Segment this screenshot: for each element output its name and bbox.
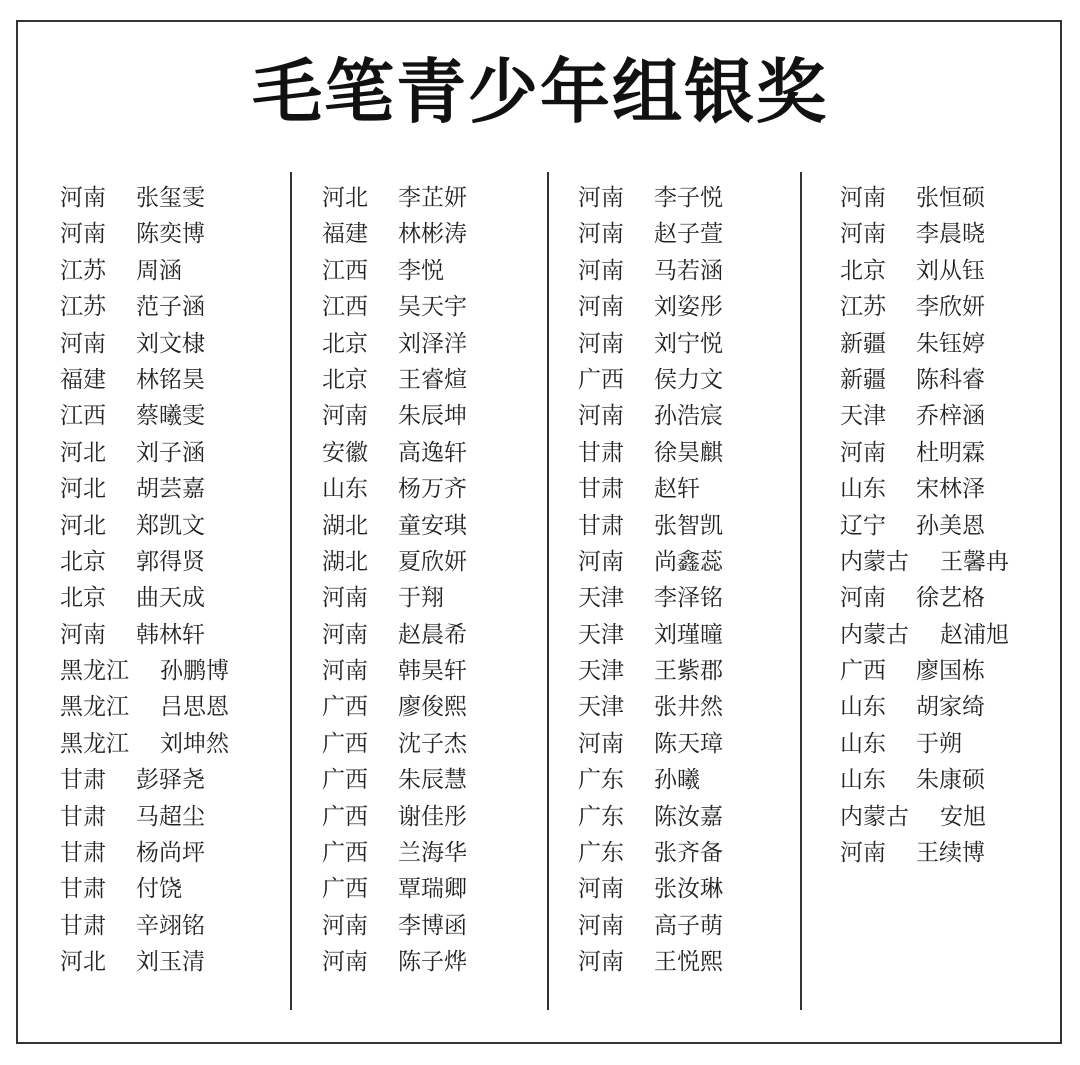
winner-name: 杨万齐	[398, 476, 467, 503]
winner-name: 童安琪	[398, 512, 467, 539]
winner-province: 江苏	[60, 257, 106, 284]
winner-entry	[578, 398, 723, 434]
winner-province: 河南	[578, 912, 624, 939]
winner-entry	[60, 762, 229, 798]
winner-province: 河南	[60, 221, 106, 248]
winner-province: 河南	[840, 185, 886, 211]
winner-name: 蔡曦雯	[136, 403, 205, 430]
winner-entry	[60, 435, 229, 471]
winner-entry	[578, 653, 723, 689]
winner-entry	[578, 944, 723, 980]
winner-entry	[60, 398, 229, 434]
winner-entry	[840, 726, 1009, 762]
winner-entry	[578, 362, 723, 398]
winner-entry	[322, 762, 467, 798]
winner-province: 内蒙古	[840, 803, 909, 830]
winner-name: 韩昊轩	[398, 658, 467, 685]
winner-province: 黑龙江	[60, 658, 129, 685]
winner-name: 李芷妍	[398, 185, 467, 211]
winner-name: 刘瑾曈	[654, 621, 723, 648]
winner-province: 江西	[322, 294, 368, 321]
winner-province: 广东	[578, 840, 624, 867]
winner-name: 侯力文	[654, 366, 723, 393]
winner-name: 马若涵	[654, 257, 723, 284]
winner-name: 尚鑫蕊	[654, 548, 723, 575]
winner-entry	[578, 435, 723, 471]
winner-entry	[60, 362, 229, 398]
winner-name: 吕思恩	[160, 694, 229, 721]
winner-province: 河南	[322, 621, 368, 648]
winner-province: 河南	[578, 548, 624, 575]
winner-entry	[322, 253, 467, 289]
winner-province: 天津	[578, 585, 624, 612]
winner-province: 天津	[840, 403, 886, 430]
winner-entry	[60, 908, 229, 944]
winner-province: 甘肃	[60, 876, 106, 903]
page-title: 毛笔青少年组银奖	[252, 51, 828, 133]
winner-name: 赵浦旭	[940, 621, 1009, 648]
winner-entry	[578, 689, 723, 725]
winner-entry	[840, 799, 1009, 835]
winner-name: 孙曦	[654, 767, 700, 794]
winner-name: 乔梓涵	[916, 403, 985, 430]
winner-name: 孙浩宸	[654, 403, 723, 430]
winner-entry	[578, 726, 723, 762]
winner-entry	[840, 398, 1009, 434]
winner-province: 河南	[578, 730, 624, 757]
winner-province: 河南	[60, 621, 106, 648]
winner-entry	[578, 180, 723, 216]
column-divider	[290, 172, 292, 1010]
winner-entry	[322, 617, 467, 653]
winner-province: 河南	[578, 330, 624, 357]
winner-province: 辽宁	[840, 512, 886, 539]
award-list-column-3	[578, 180, 723, 981]
winner-name: 辛翊铭	[136, 912, 205, 939]
winner-name: 朱辰慧	[398, 767, 467, 794]
winner-entry	[322, 689, 467, 725]
winner-name: 刘宁悦	[654, 330, 723, 357]
winner-entry	[578, 253, 723, 289]
winner-name: 覃瑞卿	[398, 876, 467, 903]
winner-name: 朱钰婷	[916, 330, 985, 357]
winner-name: 于朔	[916, 730, 962, 757]
winner-name: 徐艺格	[916, 585, 985, 612]
winner-province: 广西	[578, 366, 624, 393]
winner-province: 广西	[322, 876, 368, 903]
winner-name: 陈子烨	[398, 949, 467, 976]
winner-province: 湖北	[322, 548, 368, 575]
winner-entry	[840, 216, 1009, 252]
winner-province: 河南	[578, 294, 624, 321]
winner-province: 甘肃	[578, 476, 624, 503]
winner-name: 赵晨希	[398, 621, 467, 648]
winner-entry	[578, 508, 723, 544]
winner-entry	[60, 471, 229, 507]
winner-entry	[322, 835, 467, 871]
winner-entry	[578, 544, 723, 580]
winner-province: 江西	[60, 403, 106, 430]
winner-name: 王续博	[916, 840, 985, 867]
winner-province: 甘肃	[60, 840, 106, 867]
winner-entry	[840, 653, 1009, 689]
winner-province: 河南	[322, 658, 368, 685]
winner-province: 河南	[322, 912, 368, 939]
winner-entry	[60, 253, 229, 289]
winner-name: 张汝琳	[654, 876, 723, 903]
winner-entry	[578, 908, 723, 944]
winner-name: 张井然	[654, 694, 723, 721]
winner-province: 河南	[322, 403, 368, 430]
winner-name: 王睿煊	[398, 366, 467, 393]
winner-entry	[578, 871, 723, 907]
winner-entry	[840, 835, 1009, 871]
winner-name: 廖俊熙	[398, 694, 467, 721]
winner-province: 广西	[840, 658, 886, 685]
winner-name: 李欣妍	[916, 294, 985, 321]
winner-province: 河南	[578, 221, 624, 248]
winner-name: 付饶	[136, 876, 182, 903]
winner-province: 甘肃	[60, 767, 106, 794]
winner-entry	[578, 580, 723, 616]
winner-province: 河北	[60, 512, 106, 539]
winner-province: 河北	[322, 185, 368, 211]
winner-entry	[60, 799, 229, 835]
winner-name: 夏欣妍	[398, 548, 467, 575]
winner-name: 宋林泽	[916, 476, 985, 503]
winner-entry	[840, 435, 1009, 471]
winner-entry	[840, 580, 1009, 616]
winner-province: 河南	[578, 185, 624, 211]
winner-province: 广东	[578, 803, 624, 830]
winner-name: 林铭昊	[136, 366, 205, 393]
winner-province: 河南	[322, 585, 368, 612]
winner-province: 河南	[578, 949, 624, 976]
winner-name: 林彬涛	[398, 221, 467, 248]
winner-entry	[60, 835, 229, 871]
winner-province: 河南	[840, 221, 886, 248]
winner-entry	[840, 689, 1009, 725]
winner-province: 福建	[60, 366, 106, 393]
winner-province: 黑龙江	[60, 694, 129, 721]
winner-province: 山东	[322, 476, 368, 503]
winner-province: 河南	[60, 185, 106, 211]
winner-entry	[322, 398, 467, 434]
winner-name: 张恒硕	[916, 185, 985, 211]
winner-entry	[578, 216, 723, 252]
winner-province: 山东	[840, 694, 886, 721]
winner-entry	[60, 326, 229, 362]
winner-name: 廖国栋	[916, 658, 985, 685]
winner-entry	[322, 580, 467, 616]
winner-name: 杜明霖	[916, 439, 985, 466]
winner-province: 福建	[322, 221, 368, 248]
winner-name: 张智凯	[654, 512, 723, 539]
winner-name: 刘从钰	[916, 257, 985, 284]
winner-entry	[60, 216, 229, 252]
winner-entry	[840, 471, 1009, 507]
column-divider	[547, 172, 549, 1010]
winner-name: 杨尚坪	[136, 840, 205, 867]
winner-province: 北京	[840, 257, 886, 284]
winner-name: 韩林轩	[136, 621, 205, 648]
winner-province: 湖北	[322, 512, 368, 539]
winner-province: 山东	[840, 767, 886, 794]
winner-name: 兰海华	[398, 840, 467, 867]
winner-entry	[60, 653, 229, 689]
winner-name: 孙美恩	[916, 512, 985, 539]
winner-province: 河南	[840, 585, 886, 612]
winner-province: 内蒙古	[840, 548, 909, 575]
winner-province: 广西	[322, 730, 368, 757]
winner-province: 广西	[322, 803, 368, 830]
winner-name: 孙鹏博	[160, 658, 229, 685]
winner-entry	[578, 835, 723, 871]
winner-name: 马超尘	[136, 803, 205, 830]
winner-name: 李博函	[398, 912, 467, 939]
winner-province: 安徽	[322, 439, 368, 466]
winner-entry	[578, 617, 723, 653]
winner-entry	[322, 653, 467, 689]
winner-province: 甘肃	[60, 803, 106, 830]
winner-entry	[60, 689, 229, 725]
winner-province: 天津	[578, 658, 624, 685]
winner-entry	[60, 617, 229, 653]
winner-province: 广西	[322, 840, 368, 867]
winner-name: 刘泽洋	[398, 330, 467, 357]
winner-name: 李泽铭	[654, 585, 723, 612]
winner-province: 江苏	[60, 294, 106, 321]
winner-name: 郑凯文	[136, 512, 205, 539]
winner-entry	[322, 944, 467, 980]
winner-name: 张玺雯	[136, 185, 205, 211]
winner-name: 安旭	[940, 803, 986, 830]
winner-entry	[840, 544, 1009, 580]
winner-entry	[840, 762, 1009, 798]
winner-entry	[578, 289, 723, 325]
winner-name: 李子悦	[654, 185, 723, 211]
winner-province: 河南	[578, 257, 624, 284]
winner-entry	[322, 362, 467, 398]
winner-province: 天津	[578, 621, 624, 648]
column-divider	[800, 172, 802, 1010]
winner-name: 赵轩	[654, 476, 700, 503]
winner-province: 北京	[60, 585, 106, 612]
winner-name: 范子涵	[136, 294, 205, 321]
winner-entry	[578, 326, 723, 362]
winner-province: 山东	[840, 730, 886, 757]
winner-entry	[60, 726, 229, 762]
winner-name: 沈子杰	[398, 730, 467, 757]
winner-name: 高子萌	[654, 912, 723, 939]
winner-province: 河南	[60, 330, 106, 357]
winner-entry	[322, 871, 467, 907]
winner-name: 郭得贤	[136, 548, 205, 575]
winner-entry	[322, 799, 467, 835]
winner-entry	[60, 180, 229, 216]
winner-name: 刘子涵	[136, 439, 205, 466]
winner-province: 内蒙古	[840, 621, 909, 648]
winner-name: 陈奕博	[136, 221, 205, 248]
award-list-column-4	[840, 180, 1009, 871]
winner-province: 河北	[60, 949, 106, 976]
winner-name: 刘文棣	[136, 330, 205, 357]
winner-province: 河北	[60, 476, 106, 503]
winner-province: 天津	[578, 694, 624, 721]
winner-name: 赵子萱	[654, 221, 723, 248]
winner-entry	[840, 289, 1009, 325]
winner-province: 广西	[322, 767, 368, 794]
winner-name: 王馨冉	[940, 548, 1009, 575]
winner-name: 朱辰坤	[398, 403, 467, 430]
winner-entry	[578, 799, 723, 835]
winner-entry	[60, 289, 229, 325]
winner-entry	[840, 253, 1009, 289]
winner-province: 甘肃	[578, 512, 624, 539]
winner-name: 彭驿尧	[136, 767, 205, 794]
winner-entry	[322, 471, 467, 507]
award-list-column-2	[322, 180, 467, 981]
winner-entry	[578, 762, 723, 798]
winner-name: 曲天成	[136, 585, 205, 612]
winner-name: 刘姿彤	[654, 294, 723, 321]
winner-province: 河南	[322, 949, 368, 976]
winner-entry	[322, 726, 467, 762]
winner-province: 广东	[578, 767, 624, 794]
winner-name: 李悦	[398, 257, 444, 284]
winner-province: 江苏	[840, 294, 886, 321]
winner-province: 甘肃	[578, 439, 624, 466]
winner-entry	[60, 944, 229, 980]
winner-name: 王紫郡	[654, 658, 723, 685]
winner-entry	[322, 289, 467, 325]
winner-province: 北京	[322, 366, 368, 393]
winner-name: 刘坤然	[160, 730, 229, 757]
winner-entry	[322, 544, 467, 580]
winner-entry	[840, 362, 1009, 398]
winner-name: 王悦熙	[654, 949, 723, 976]
winner-name: 胡家绮	[916, 694, 985, 721]
winner-entry	[322, 908, 467, 944]
winner-entry	[578, 471, 723, 507]
winner-entry	[322, 180, 467, 216]
winner-province: 广西	[322, 694, 368, 721]
winner-province: 新疆	[840, 366, 886, 393]
winner-entry	[322, 508, 467, 544]
winner-entry	[60, 871, 229, 907]
winner-name: 于翔	[398, 585, 444, 612]
winner-entry	[322, 326, 467, 362]
winner-province: 北京	[322, 330, 368, 357]
winner-province: 北京	[60, 548, 106, 575]
winner-name: 李晨晓	[916, 221, 985, 248]
winner-name: 高逸轩	[398, 439, 467, 466]
winner-name: 徐昊麒	[654, 439, 723, 466]
award-list-column-1	[60, 180, 229, 981]
winner-name: 陈科睿	[916, 366, 985, 393]
winner-province: 河南	[578, 403, 624, 430]
winner-name: 胡芸嘉	[136, 476, 205, 503]
winner-entry	[840, 180, 1009, 216]
winner-province: 山东	[840, 476, 886, 503]
winner-entry	[840, 326, 1009, 362]
winner-name: 谢佳彤	[398, 803, 467, 830]
winner-province: 甘肃	[60, 912, 106, 939]
winner-entry	[840, 617, 1009, 653]
winner-name: 张齐备	[654, 840, 723, 867]
winner-name: 陈天璋	[654, 730, 723, 757]
winner-name: 刘玉清	[136, 949, 205, 976]
winner-entry	[60, 580, 229, 616]
winner-province: 河北	[60, 439, 106, 466]
winner-province: 江西	[322, 257, 368, 284]
winner-province: 黑龙江	[60, 730, 129, 757]
winner-entry	[322, 216, 467, 252]
winner-province: 河南	[840, 439, 886, 466]
winner-entry	[60, 508, 229, 544]
winner-entry	[840, 508, 1009, 544]
winner-entry	[60, 544, 229, 580]
winner-province: 河南	[578, 876, 624, 903]
winner-province: 河南	[840, 840, 886, 867]
winner-entry	[322, 435, 467, 471]
winner-name: 陈汝嘉	[654, 803, 723, 830]
winner-province: 新疆	[840, 330, 886, 357]
winner-name: 吴天宇	[398, 294, 467, 321]
winner-name: 朱康硕	[916, 767, 985, 794]
winner-name: 周涵	[136, 257, 182, 284]
